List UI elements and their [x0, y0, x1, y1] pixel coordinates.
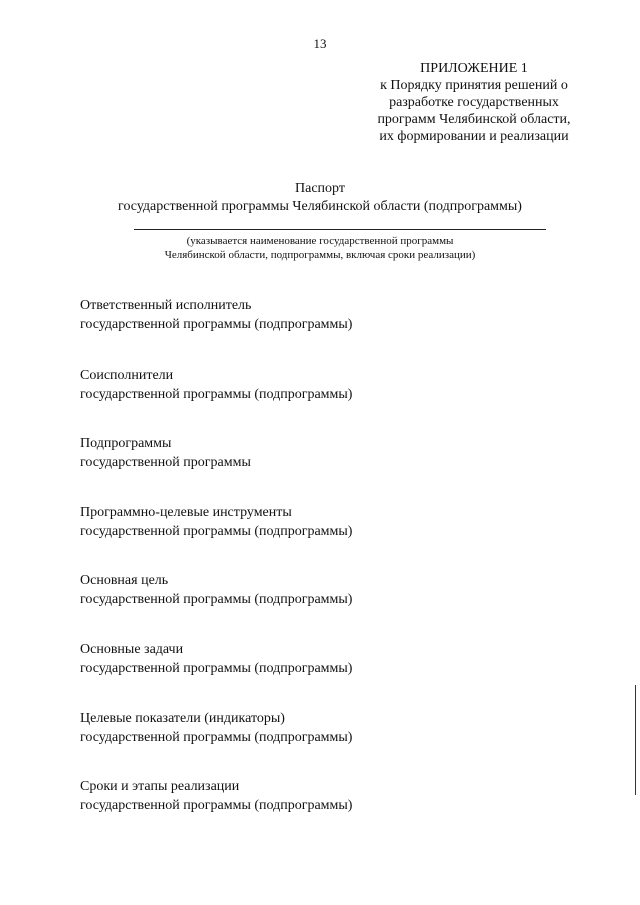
program-name-hint	[0, 234, 640, 262]
field-label: Основные задачи	[80, 642, 184, 657]
field-target-indicators	[80, 709, 500, 747]
field-label: Ответственный исполнитель	[80, 298, 252, 313]
field-main-goal	[80, 571, 500, 609]
field-label: Целевые показатели (индикаторы)	[80, 711, 285, 726]
hint-line: Челябинской области, подпрограммы, включая сроки реализации)	[164, 249, 476, 261]
appendix-header	[354, 60, 594, 145]
appendix-line: их формировании и реализации	[379, 129, 569, 144]
field-label-cont: государственной программы	[80, 455, 251, 470]
field-program-instruments	[80, 503, 500, 541]
field-subprograms	[80, 434, 500, 472]
hint-line: (указывается наименование государственной программы	[186, 235, 454, 247]
field-label: Сроки и этапы реализации	[80, 779, 240, 794]
field-label-cont: государственной программы (подпрограммы)	[80, 592, 353, 607]
passport-subtitle: государственной программы Челябинской области (подпрограммы)	[118, 199, 522, 214]
field-co-executors	[80, 366, 500, 404]
appendix-line: к Порядку принятия решений о	[380, 78, 568, 93]
field-label: Программно-целевые инструменты	[80, 505, 292, 520]
field-label: Соисполнители	[80, 368, 174, 383]
field-label-cont: государственной программы (подпрограммы)	[80, 317, 353, 332]
program-name-line	[134, 229, 546, 230]
field-main-tasks	[80, 640, 500, 678]
field-label: Подпрограммы	[80, 436, 172, 451]
field-label: Основная цель	[80, 573, 169, 588]
field-label-cont: государственной программы (подпрограммы)	[80, 661, 353, 676]
field-terms-and-stages	[80, 777, 500, 815]
field-label-cont: государственной программы (подпрограммы)	[80, 524, 353, 539]
passport-heading	[0, 180, 640, 216]
passport-title: Паспорт	[295, 181, 345, 196]
appendix-line: программ Челябинской области,	[377, 112, 571, 127]
field-label-cont: государственной программы (подпрограммы)	[80, 798, 353, 813]
page-number: 13	[313, 36, 327, 51]
scan-edge-mark	[635, 685, 636, 795]
field-label-cont: государственной программы (подпрограммы)	[80, 730, 353, 745]
appendix-title: ПРИЛОЖЕНИЕ 1	[420, 61, 528, 76]
field-responsible-executor	[80, 296, 500, 334]
field-label-cont: государственной программы (подпрограммы)	[80, 387, 353, 402]
appendix-line: разработке государственных	[389, 95, 559, 110]
